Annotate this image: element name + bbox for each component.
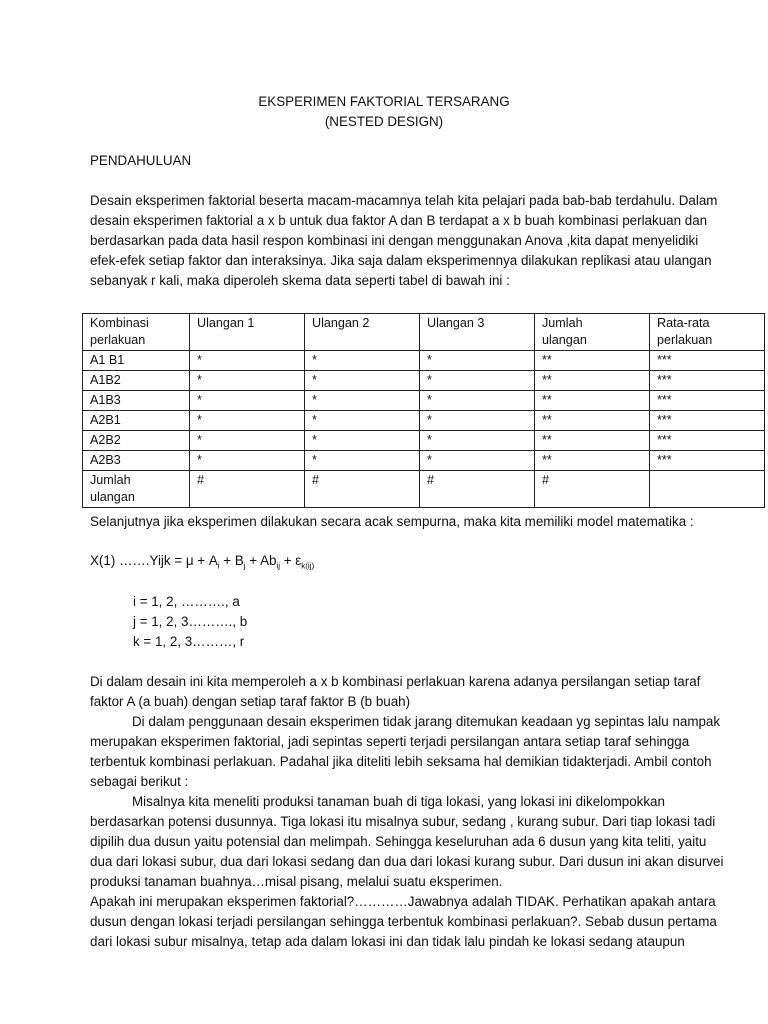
table-cell: *** — [650, 431, 765, 451]
table-cell: * — [190, 351, 305, 371]
index-ranges — [90, 592, 710, 652]
table-cell: *** — [650, 391, 765, 411]
data-scheme-table — [82, 313, 765, 508]
intro-line: Desain eksperimen faktorial beserta macam-macamnya telah kita pelajari pada bab-bab terdahulu. Dalam — [90, 193, 718, 208]
table-cell: * — [190, 451, 305, 471]
eq-sub: k(ij) — [301, 561, 315, 571]
table-cell: * — [190, 371, 305, 391]
table-cell: Jumlah ulangan — [83, 471, 190, 508]
table-cell: Rata-rata perlakuan — [650, 314, 765, 351]
table-row — [83, 431, 765, 451]
eq-part: + B — [219, 553, 244, 568]
table-cell: A2B2 — [83, 431, 190, 451]
body-line: dari lokasi subur misalnya, tetap ada dalam lokasi ini dan tidak lalu pindah ke lokasi sedang ataupun — [90, 934, 685, 949]
model-equation — [90, 553, 314, 571]
table-cell: Jumlah ulangan — [535, 314, 650, 351]
table-cell: # — [420, 471, 535, 508]
table-cell — [650, 471, 765, 508]
body-line: dusun dengan lokasi terjadi persilangan sehingga terbentuk kombinasi perlakuan?. Sebab dusun pertama — [90, 914, 717, 929]
table-cell: * — [420, 431, 535, 451]
body-line: Di dalam penggunaan desain eksperimen tidak jarang ditemukan keadaan yg sepintas lalu nampak — [132, 714, 721, 729]
table-cell: * — [420, 371, 535, 391]
table-cell: * — [190, 391, 305, 411]
doc-title: EKSPERIMEN FAKTORIAL TERSARANG — [258, 94, 510, 109]
eq-part: X(1) …….Yijk = μ + A — [90, 553, 218, 568]
table-cell: A2B1 — [83, 411, 190, 431]
intro-line: sebanyak r kali, maka diperoleh skema data seperti tabel di bawah ini : — [90, 273, 510, 288]
table-cell: # — [305, 471, 420, 508]
body-line: Di dalam desain ini kita memperoleh a x b kombinasi perlakuan karena adanya persilangan setiap taraf — [90, 674, 701, 689]
table-cell: * — [420, 451, 535, 471]
table-cell: * — [420, 411, 535, 431]
table-row — [83, 351, 765, 371]
body-line: sebagai berikut : — [90, 774, 189, 789]
body-line: dipilih dua dusun yaitu potensial dan melimpah. Sehingga keseluruhan ada 6 dusun yang kita teliti, yaitu — [90, 834, 707, 849]
body-line: terbentuk kombinasi perlakuan. Padahal jika diteliti lebih seksama hal demikian tidakterjadi. Ambil contoh — [90, 754, 712, 769]
intro-line: efek-efek setiap faktor dan interaksinya. Jika saja dalam eksperimennya dilakukan replikasi atau ulangan — [90, 253, 712, 268]
index-line: j = 1, 2, 3………., b — [133, 614, 248, 629]
table-header-row — [83, 314, 765, 351]
table-cell: *** — [650, 451, 765, 471]
table-cell: * — [190, 431, 305, 451]
table-row — [83, 371, 765, 391]
table-cell: *** — [650, 371, 765, 391]
table-cell: A1 B1 — [83, 351, 190, 371]
index-line: i = 1, 2, ………., a — [133, 594, 240, 609]
table-cell: # — [535, 471, 650, 508]
table-cell: Ulangan 2 — [305, 314, 420, 351]
model-intro — [90, 512, 710, 532]
doc-subtitle: (NESTED DESIGN) — [324, 114, 444, 129]
table-cell: A1B3 — [83, 391, 190, 411]
table-cell: ** — [535, 391, 650, 411]
table-cell: ** — [535, 351, 650, 371]
table-cell: * — [305, 431, 420, 451]
model-intro-text: Selanjutnya jika eksperimen dilakukan secara acak sempurna, maka kita memiliki model matematika : — [90, 514, 694, 529]
table-row — [83, 451, 765, 471]
eq-part: + Ab — [245, 553, 277, 568]
body-line: faktor A (a buah) dengan setiap taraf faktor B (b buah) — [90, 694, 411, 709]
body-line: dua dari lokasi subur, dua dari lokasi sedang dan dua dari lokasi kurang subur. Dari dusun ini akan disurvei — [90, 854, 724, 869]
table-cell: * — [305, 371, 420, 391]
table-cell: * — [305, 411, 420, 431]
index-line: k = 1, 2, 3………, r — [133, 634, 245, 649]
table-cell: Kombinasi perlakuan — [83, 314, 190, 351]
intro-paragraph — [90, 191, 718, 291]
table-cell: * — [420, 351, 535, 371]
table-cell: ** — [535, 411, 650, 431]
body-paragraphs — [90, 672, 724, 952]
eq-sub: j — [243, 561, 246, 571]
table-cell: *** — [650, 411, 765, 431]
body-line: Misalnya kita meneliti produksi tanaman buah di tiga lokasi, yang lokasi ini dikelompokkan — [132, 794, 665, 809]
table-cell: ** — [535, 371, 650, 391]
section-heading — [90, 151, 710, 171]
table-cell: Ulangan 1 — [190, 314, 305, 351]
table-cell: ** — [535, 451, 650, 471]
section-heading-text: PENDAHULUAN — [90, 153, 192, 168]
table-cell: *** — [650, 351, 765, 371]
table-cell: A1B2 — [83, 371, 190, 391]
table-cell: A2B3 — [83, 451, 190, 471]
table-cell: * — [190, 411, 305, 431]
table-cell: * — [420, 391, 535, 411]
eq-part: + ε — [280, 553, 302, 568]
body-line: Apakah ini merupakan eksperimen faktorial?…………Jawabnya adalah TIDAK. Perhatikan apakah antara — [90, 894, 716, 909]
table-cell: # — [190, 471, 305, 508]
table-row — [83, 411, 765, 431]
table-row — [83, 391, 765, 411]
eq-sub: ij — [276, 561, 281, 571]
intro-line: berdasarkan pada data hasil respon kombinasi ini dengan menggunakan Anova ,kita dapat menyelidiki — [90, 233, 699, 248]
table-cell: * — [305, 391, 420, 411]
table-cell: * — [305, 451, 420, 471]
table-cell: * — [305, 351, 420, 371]
table-cell: Ulangan 3 — [420, 314, 535, 351]
body-line: merupakan eksperimen faktorial, jadi sepintas seperti terjadi persilangan antara setiap taraf sehingga — [90, 734, 690, 749]
table-cell: ** — [535, 431, 650, 451]
eq-sub: i — [217, 561, 220, 571]
body-line: berdasarkan potensi dusunnya. Tiga lokasi itu misalnya subur, sedang , kurang subur. Dari tiap lokasi tadi — [90, 814, 716, 829]
intro-line: desain eksperimen faktorial a x b untuk dua faktor A dan B terdapat a x b buah kombinasi perlakuan dan — [90, 213, 708, 228]
table-footer-row — [83, 471, 765, 508]
body-line: produksi tanaman buahnya…misal pisang, melalui suatu eksperimen. — [90, 874, 503, 889]
